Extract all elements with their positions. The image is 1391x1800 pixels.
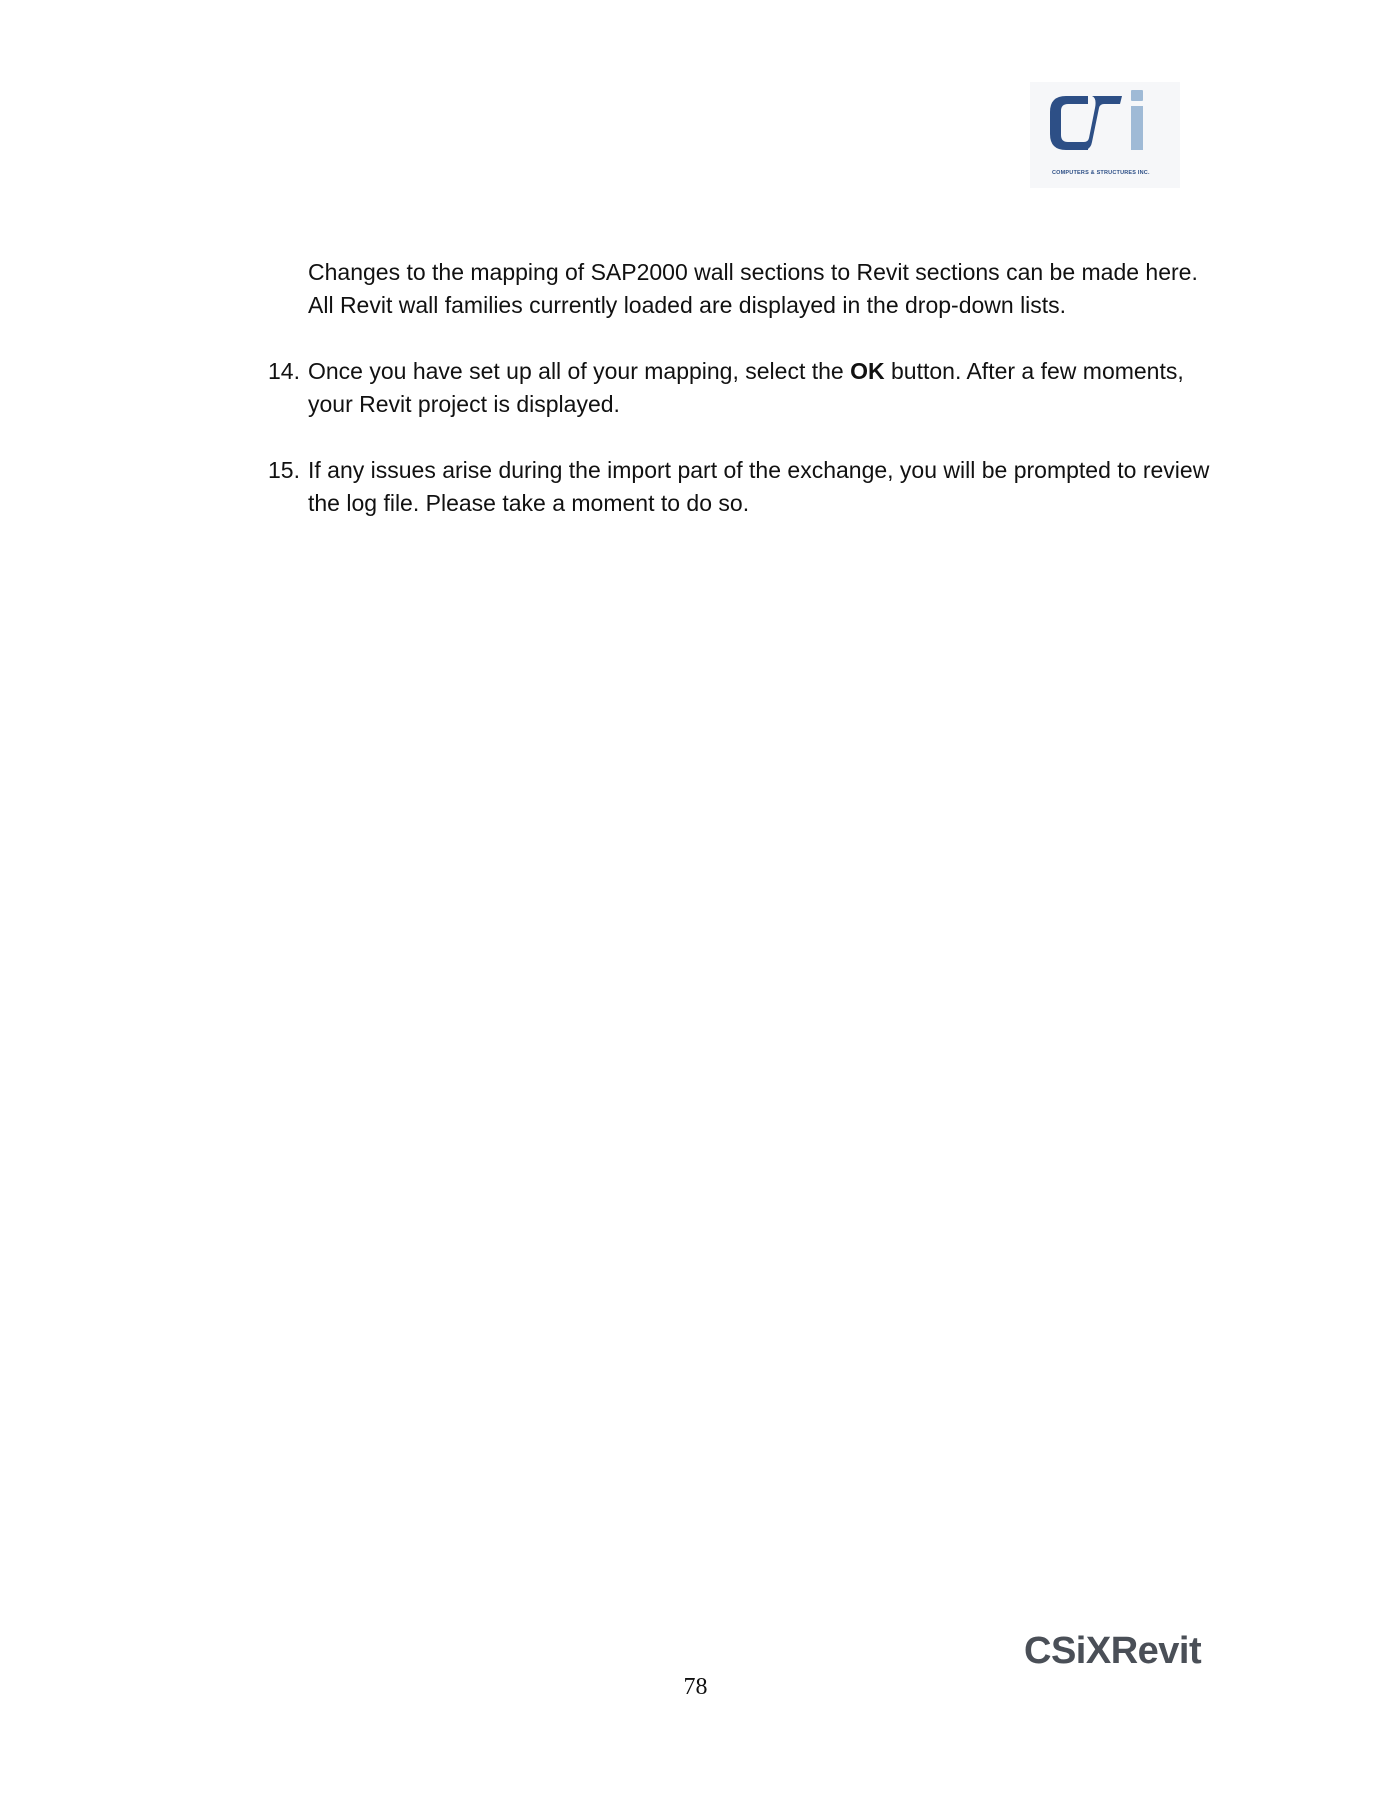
ok-button-reference: OK bbox=[850, 358, 885, 384]
csi-tagline: COMPUTERS & STRUCTURES INC. bbox=[1052, 170, 1150, 176]
step-text-after: button. After a few moments, your Revit project is displayed. bbox=[308, 358, 1184, 417]
step-text-before: Once you have set up all of your mapping, select the bbox=[308, 358, 851, 384]
step-15 bbox=[268, 454, 1218, 520]
step-number: 14. bbox=[268, 358, 300, 384]
step-text: If any issues arise during the import part of the exchange, you will be prompted to review the log file. Please take a moment to do so. bbox=[308, 457, 1210, 516]
step-number: 15. bbox=[268, 457, 300, 483]
step-14 bbox=[268, 355, 1218, 421]
document-body bbox=[268, 256, 1218, 553]
footer-brand-logo: CSiXRevit bbox=[1024, 1630, 1202, 1672]
intro-paragraph: Changes to the mapping of SAP2000 wall sections to Revit sections can be made here. All Revit wall families currently loaded are displayed in the drop-down lists. bbox=[308, 259, 1198, 318]
page-number: 78 bbox=[683, 1674, 708, 1700]
csi-logo bbox=[1030, 82, 1180, 188]
